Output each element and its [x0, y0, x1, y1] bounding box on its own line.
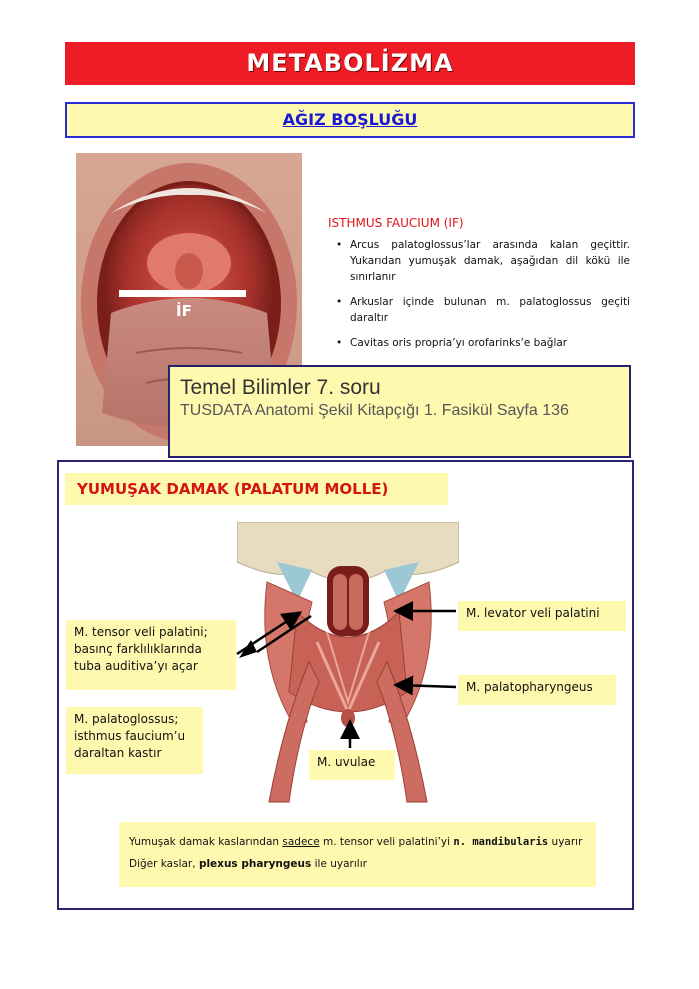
note-line-2	[129, 853, 586, 875]
isthmus-heading: ISTHMUS FAUCIUM (IF)	[328, 216, 464, 230]
list-item: • Arkuslar içinde bulunan m. palatoglossus geçiti daraltır	[336, 294, 630, 326]
soft-palate-heading: YUMUŞAK DAMAK (PALATUM MOLLE)	[65, 473, 448, 505]
palatopharyngeus-arrow	[398, 685, 456, 687]
note-nerve: n. mandibularis	[453, 836, 549, 848]
note-line-1	[129, 831, 586, 853]
label-palatopharyngeus: M. palatopharyngeus	[458, 675, 616, 705]
note-nerve: plexus pharyngeus	[198, 858, 312, 870]
label-palatoglossus: M. palatoglossus; isthmus faucium’u daraltan kastır	[66, 707, 203, 774]
isthmus-label: İF	[176, 302, 192, 320]
note-emphasis: sadece	[282, 836, 320, 848]
label-tensor: M. tensor veli palatini; basınç farklılıklarında tuba auditiva’yı açar	[66, 620, 236, 690]
label-uvulae: M. uvulae	[309, 750, 395, 780]
tensor-arrow	[237, 614, 298, 654]
innervation-note	[119, 822, 596, 887]
question-info-box	[168, 365, 631, 458]
question-title: Temel Bilimler 7. soru	[180, 376, 381, 399]
list-item: • Cavitas oris propria’yı orofarinks’e bağlar	[336, 335, 630, 351]
note-text: uyarır	[548, 836, 583, 848]
list-item: • Arcus palatoglossus’lar arasında kalan geçittir. Yukarıdan yumuşak damak, aşağıdan dil kökü ile sınırlanır	[336, 237, 630, 285]
note-text: m. tensor veli palatini’yi	[319, 836, 454, 848]
section-title: AĞIZ BOŞLUĞU	[65, 102, 635, 138]
question-source: TUSDATA Anatomi Şekil Kitapçığı 1. Fasikül Sayfa 136	[180, 402, 569, 419]
note-text: ile uyarılır	[311, 858, 367, 870]
note-text: Yumuşak damak kaslarından	[129, 836, 283, 848]
label-levator: M. levator veli palatini	[458, 601, 626, 631]
note-text: Diğer kaslar,	[129, 858, 199, 870]
page-title: METABOLİZMA	[65, 42, 635, 85]
